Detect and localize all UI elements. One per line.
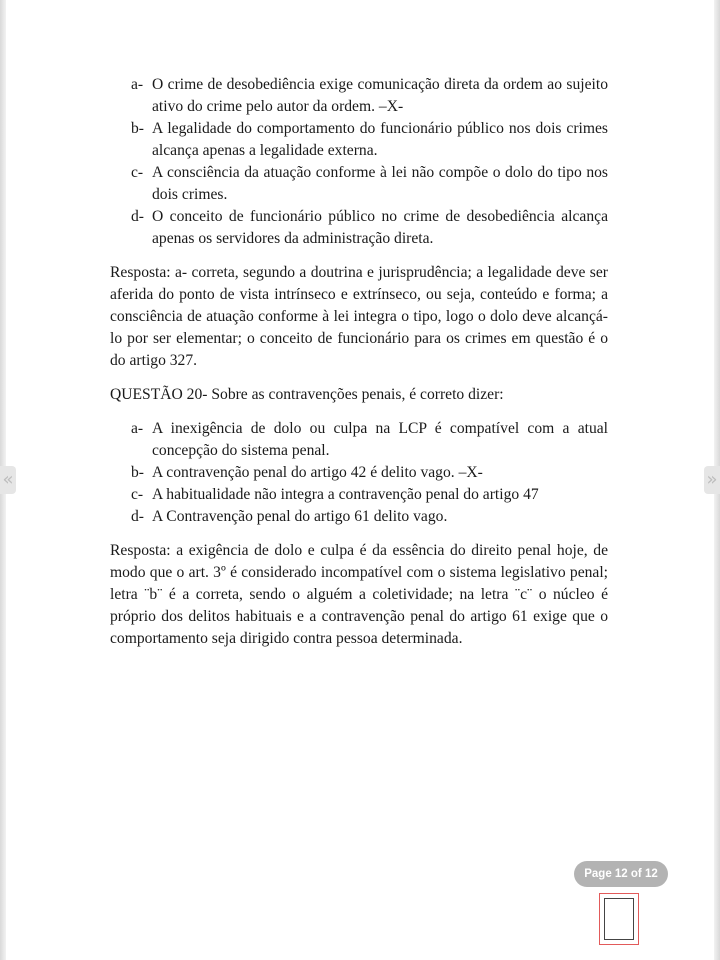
page-thumbnail[interactable] (599, 893, 639, 945)
option-letter: c- (131, 486, 144, 503)
list-item (110, 484, 608, 506)
answer-paragraph: Resposta: a- correta, segundo a doutrina e jurisprudência; a legalidade deve ser aferida do ponto de vista intrínseco e extrínseco, ou seja, conteúdo e forma; a consciência de atuação conforme à lei integra o tipo, logo o dolo deve alcançá-lo por ser elementar; o conceito de funcionário para os crimes em questão é o do artigo 327. (110, 264, 608, 369)
option-letter: c- (131, 164, 144, 181)
question-heading: QUESTÃO 20- Sobre as contravenções penais, é correto dizer: (110, 386, 504, 403)
option-text: O crime de desobediência exige comunicação direta da ordem ao sujeito ativo do crime pelo autor da ordem. –X- (152, 76, 608, 115)
question20-options-list (110, 418, 608, 528)
question19-options-list (110, 74, 608, 250)
list-item (110, 74, 608, 118)
page-thumbnail-preview (604, 898, 634, 940)
option-letter: b- (131, 464, 144, 481)
list-item (110, 506, 608, 528)
option-text: A consciência da atuação conforme à lei não compõe o dolo do tipo nos dois crimes. (152, 164, 608, 203)
double-chevron-right-icon: » (706, 469, 718, 490)
option-text: A inexigência de dolo ou culpa na LCP é compatível com a atual concepção do sistema penal. (152, 420, 608, 459)
page-indicator-badge: Page 12 of 12 (574, 861, 668, 887)
list-item (110, 206, 608, 250)
option-letter: a- (131, 420, 144, 437)
list-item (110, 162, 608, 206)
next-page-button[interactable] (704, 466, 720, 494)
option-text: A habitualidade não integra a contravenção penal do artigo 47 (152, 486, 539, 503)
option-text: A Contravenção penal do artigo 61 delito vago. (152, 508, 448, 525)
list-item (110, 418, 608, 462)
option-letter: a- (131, 76, 144, 93)
list-item (110, 462, 608, 484)
document-page-content (110, 74, 608, 650)
option-text: A legalidade do comportamento do funcionário público nos dois crimes alcança apenas a legalidade externa. (152, 120, 608, 159)
list-item (110, 118, 608, 162)
option-letter: d- (131, 208, 144, 225)
answer-paragraph: Resposta: a exigência de dolo e culpa é da essência do direito penal hoje, de modo que o art. 3º é considerado incompatível com o sistema legislativo penal; letra ¨b¨ é a correta, sendo o alguém a coletividade; na letra ¨c¨ o núcleo é próprio dos delitos habituais e a contravenção penal do artigo 61 exige que o comportamento seja dirigido contra pessoa determinada. (110, 542, 608, 647)
option-letter: d- (131, 508, 144, 525)
double-chevron-left-icon: « (2, 469, 14, 490)
option-text: O conceito de funcionário público no crime de desobediência alcança apenas os servidores da administração direta. (152, 208, 608, 247)
option-text: A contravenção penal do artigo 42 é delito vago. –X- (152, 464, 483, 481)
option-letter: b- (131, 120, 144, 137)
previous-page-button[interactable] (0, 466, 16, 494)
